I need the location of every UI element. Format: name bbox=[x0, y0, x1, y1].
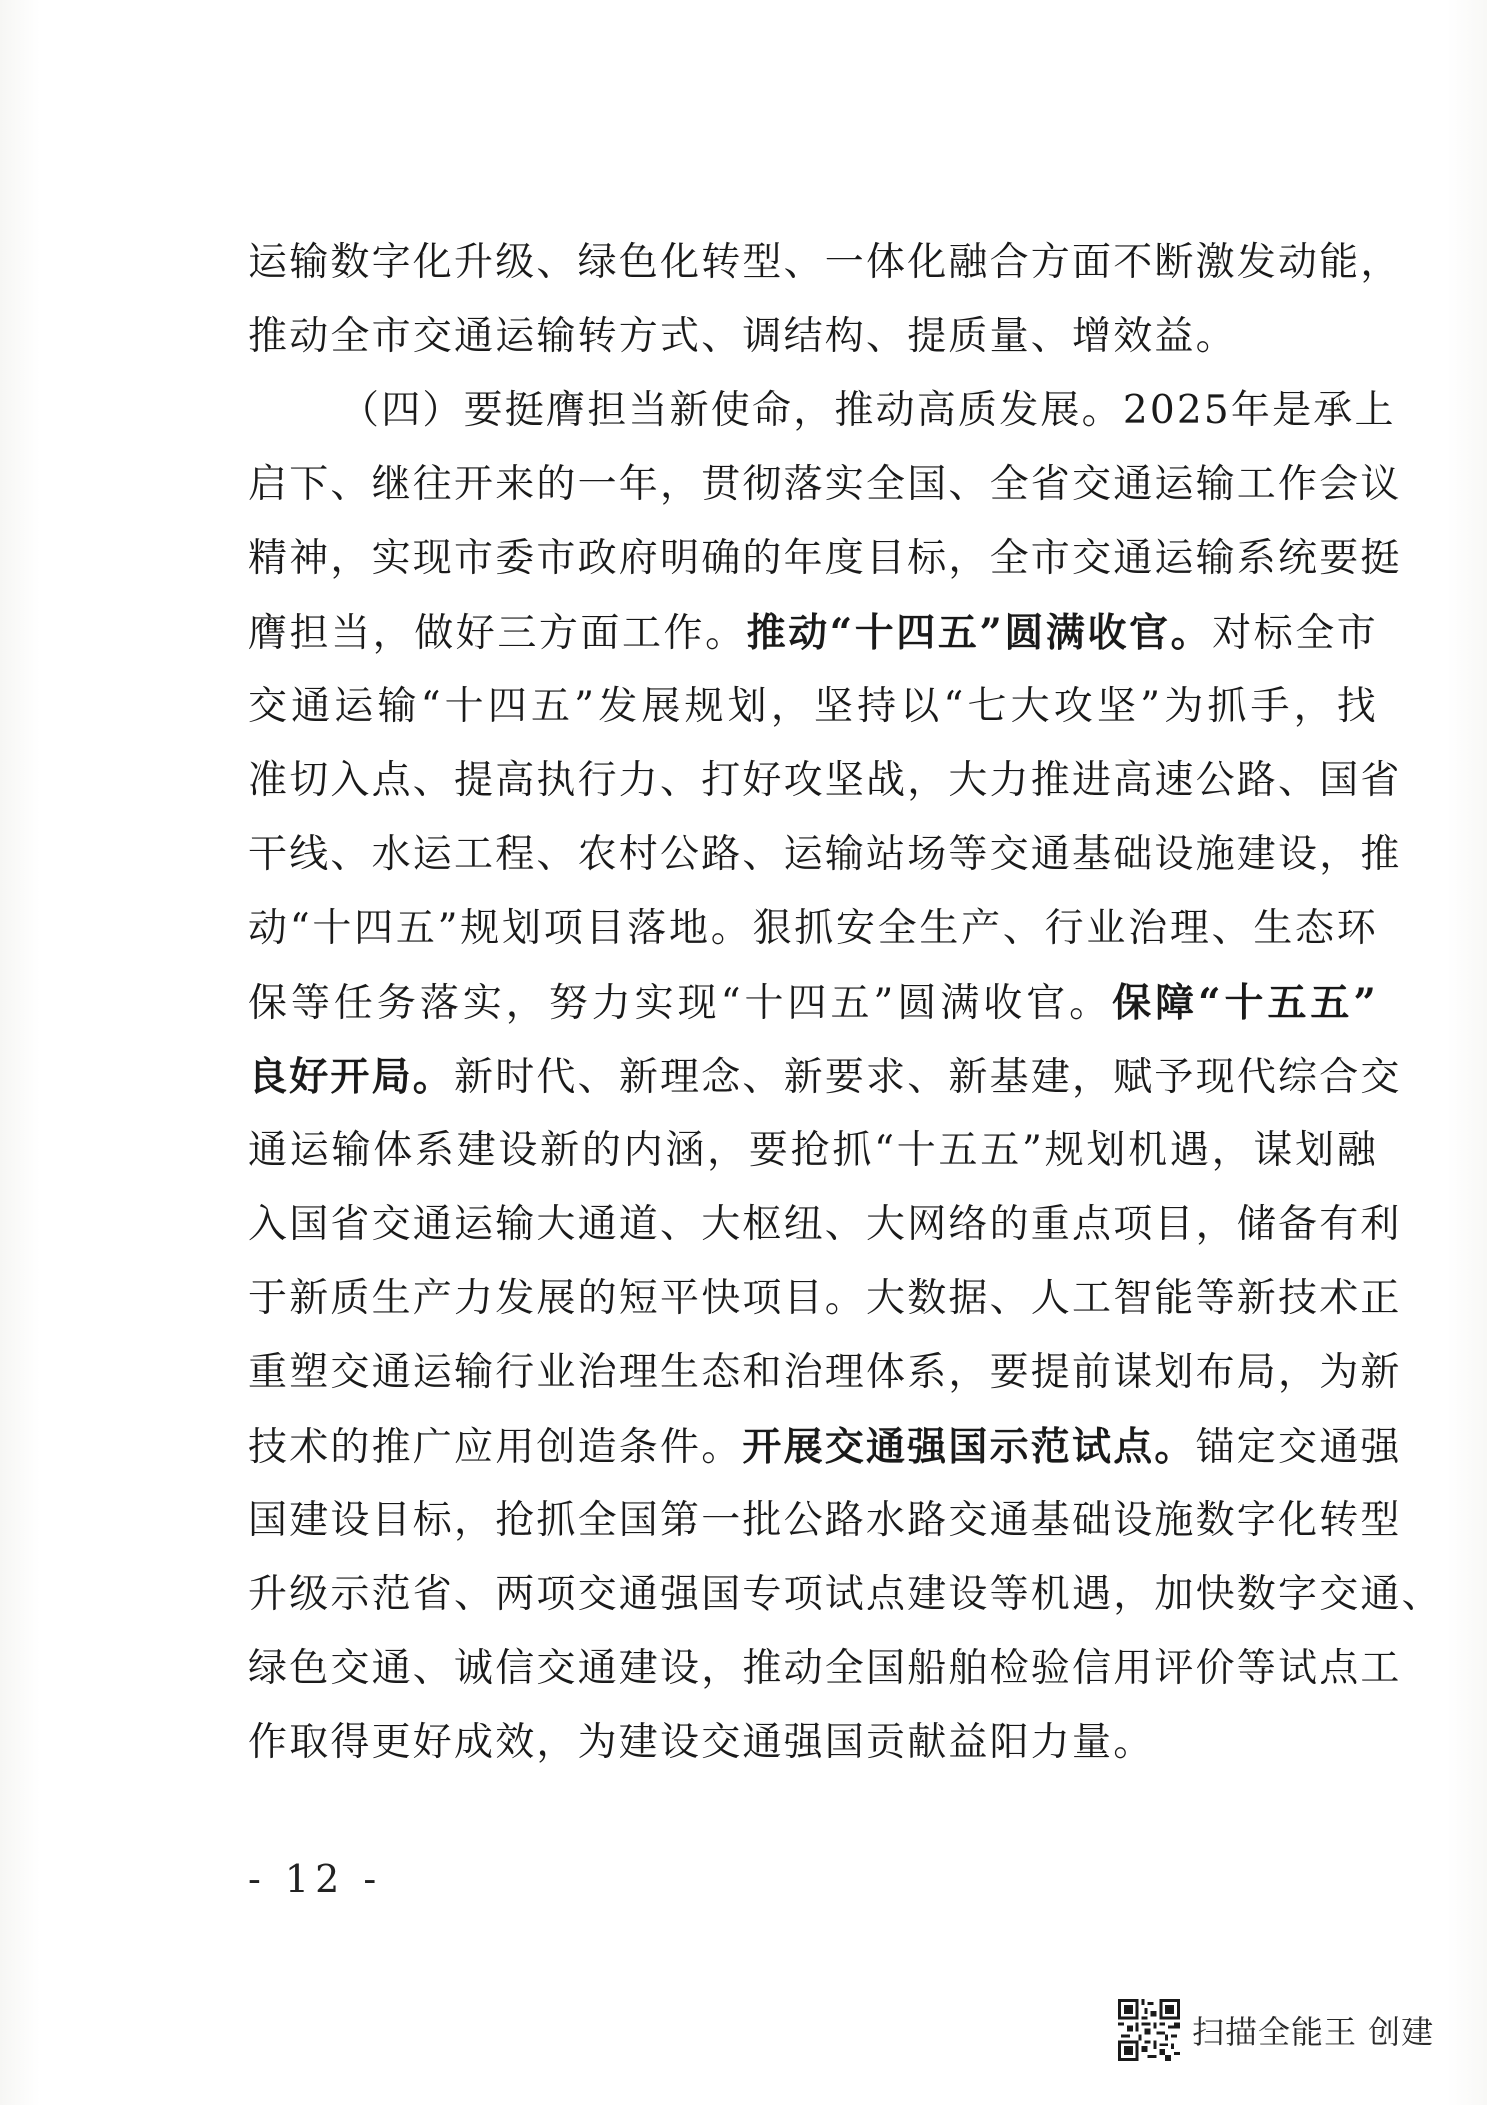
text-line bbox=[248, 448, 1402, 522]
text-line bbox=[248, 1114, 1378, 1188]
text-segment: 作取得更好成效，为建设交通强国贡献益阳力量。 bbox=[248, 1720, 1155, 1765]
text-segment: 动“十四五”规划项目落地。狠抓安全生产、行业治理、生态环 bbox=[248, 906, 1378, 951]
text-segment: 运输数字化升级、绿色化转型、一体化融合方面不断激发动能， bbox=[248, 240, 1402, 285]
text-line bbox=[248, 670, 1378, 744]
text-segment: 升级示范省、两项交通强国专项试点建设等机遇，加快数字交通、 bbox=[248, 1572, 1443, 1617]
text-line bbox=[248, 1484, 1402, 1558]
text-line bbox=[248, 1336, 1402, 1410]
text-line bbox=[248, 226, 1402, 300]
text-segment: 重塑交通运输行业治理生态和治理体系，要提前谋划布局，为新 bbox=[248, 1350, 1402, 1395]
text-segment: 通运输体系建设新的内涵，要抢抓“十五五”规划机遇，谋划融 bbox=[248, 1128, 1378, 1173]
text-line bbox=[248, 1632, 1402, 1706]
text-line bbox=[248, 892, 1378, 966]
text-line bbox=[248, 1706, 1378, 1780]
text-line bbox=[248, 596, 1378, 670]
text-line bbox=[248, 1262, 1402, 1336]
text-segment: 新时代、新理念、新要求、新基建，赋予现代综合交 bbox=[454, 1055, 1402, 1100]
text-line bbox=[248, 966, 1378, 1040]
body-text bbox=[248, 226, 1443, 1780]
text-line bbox=[248, 1188, 1402, 1262]
text-segment: （四）要挺膺担当新使命，推动高质发展。 bbox=[340, 388, 1123, 433]
text-segment: 对标全市 bbox=[1212, 611, 1378, 656]
qr-code-icon bbox=[1118, 1999, 1180, 2061]
text-line bbox=[248, 522, 1402, 596]
text-line bbox=[248, 300, 1378, 374]
bold-text-segment: 保障“十五五” bbox=[1112, 980, 1379, 1026]
text-segment: 干线、水运工程、农村公路、运输站场等交通基础设施建设，推 bbox=[248, 832, 1402, 877]
text-line bbox=[248, 1410, 1402, 1484]
text-line bbox=[248, 1040, 1402, 1114]
text-line bbox=[248, 374, 1396, 448]
text-segment: 保等任务落实，努力实现“十四五”圆满收官。 bbox=[248, 981, 1113, 1026]
text-segment: 交通运输“十四五”发展规划，坚持以“七大攻坚”为抓手，找 bbox=[248, 684, 1378, 729]
text-line bbox=[248, 744, 1402, 818]
watermark-text: 扫描全能王 创建 bbox=[1192, 2013, 1435, 2051]
bold-text-segment: 推动“十四五”圆满收官。 bbox=[746, 610, 1213, 656]
text-segment: 于新质生产力发展的短平快项目。大数据、人工智能等新技术正 bbox=[248, 1276, 1402, 1321]
text-line bbox=[248, 818, 1402, 892]
text-line bbox=[248, 1558, 1443, 1632]
text-segment: 入国省交通运输大通道、大枢纽、大网络的重点项目，储备有利 bbox=[248, 1202, 1402, 1247]
bold-text-segment: 良好开局。 bbox=[248, 1054, 455, 1100]
text-segment: 推动全市交通运输转方式、调结构、提质量、增效益。 bbox=[248, 314, 1237, 359]
text-segment: 国建设目标，抢抓全国第一批公路水路交通基础设施数字化转型 bbox=[248, 1498, 1402, 1543]
text-segment: 锚定交通强 bbox=[1195, 1425, 1402, 1470]
page-number: - 12 - bbox=[248, 1857, 383, 1901]
bold-text-segment: 开展交通强国示范试点。 bbox=[742, 1424, 1196, 1470]
text-segment: 膺担当，做好三方面工作。 bbox=[248, 611, 747, 656]
text-segment: 启下、继往开来的一年，贯彻落实全国、全省交通运输工作会议 bbox=[248, 462, 1402, 507]
text-segment: 2025年是承上 bbox=[1122, 388, 1396, 433]
text-segment: 绿色交通、诚信交通建设，推动全国船舶检验信用评价等试点工 bbox=[248, 1646, 1402, 1691]
text-segment: 精神，实现市委市政府明确的年度目标，全市交通运输系统要挺 bbox=[248, 536, 1402, 581]
text-segment: 技术的推广应用创造条件。 bbox=[248, 1425, 743, 1470]
text-segment: 准切入点、提高执行力、打好攻坚战，大力推进高速公路、国省 bbox=[248, 758, 1402, 803]
scanner-watermark bbox=[1118, 1995, 1434, 2065]
